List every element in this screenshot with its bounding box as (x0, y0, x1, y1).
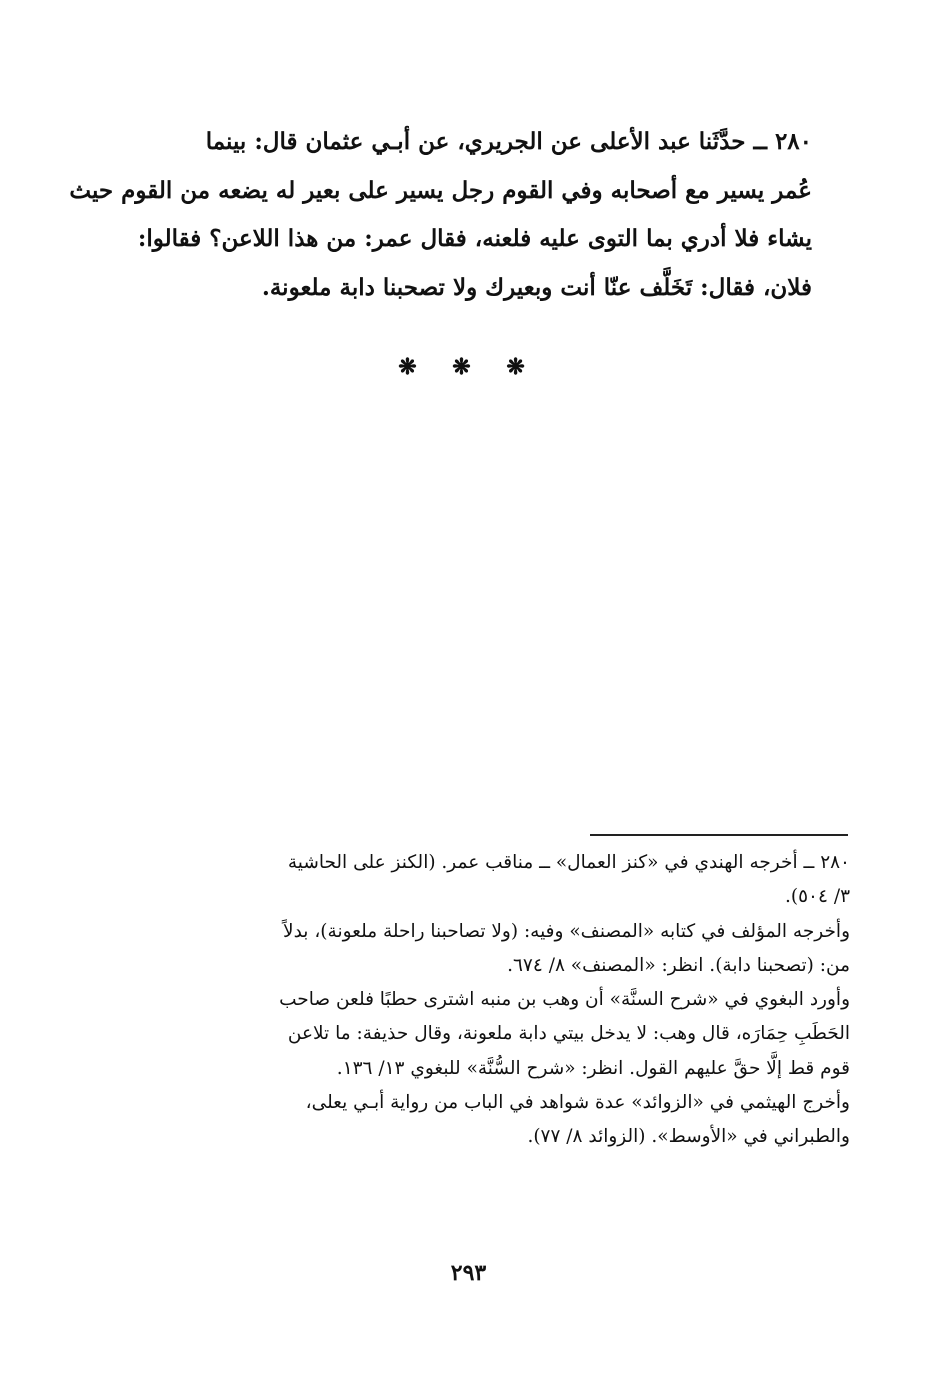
hadith-text (69, 118, 812, 313)
footnote-line: والطبراني في «الأوسط». (الزوائد ٨/ ٧٧). (527, 1126, 850, 1148)
hadith-line: يشاء فلا أدري بما التوى عليه فلعنه، فقال عمر: من هذا اللاعن؟ فقالوا: (137, 225, 812, 253)
footnote-line: وأخرج الهيثمي في «الزوائد» عدة شواهد في الباب من رواية أبـي يعلى، (305, 1092, 850, 1114)
footnotes (100, 846, 850, 1155)
page-number: ٢٩٣ (450, 1260, 487, 1286)
footnote-line: من: (تصحبنا دابة). انظر: «المصنف» ٨/ ٦٧٤. (507, 954, 850, 976)
hadith-line: ٢٨٠ ــ حدَّثَنا عبد الأعلى عن الجريري، عن أبـي عثمان قال: بينما (205, 128, 812, 155)
hadith-line: عُمر يسير مع أصحابه وفي القوم رجل يسير على بعير له يضعه من القوم حيث (69, 176, 812, 204)
section-separator: ❋ ❋ ❋ (398, 354, 539, 380)
footnote-line: قوم قط إلَّا حقَّ عليهم القول. انظر: «شرح السُّنَّة» للبغوي ١٣/ ١٣٦. (336, 1057, 850, 1079)
footnote-rule (590, 834, 848, 836)
footnote-line: وأخرجه المؤلف في كتابه «المصنف» وفيه: (ولا تصاحبنا راحلة ملعونة)، بدلاً (283, 920, 850, 942)
footnote-line: ٢٨٠ ــ أخرجه الهندي في «كنز العمال» ــ مناقب عمر. (الكنز على الحاشية (287, 852, 850, 873)
footnote-line: وأورد البغوي في «شرح السنَّة» أن وهب بن منبه اشترى حطبًا فلعن صاحب (279, 989, 850, 1011)
hadith-line: فلان، فقال: تَخَلَّف عنّا أنت وبعيرك ولا تصحبنا دابة ملعونة. (261, 274, 812, 302)
footnote-line: ٣/ ٥٠٤). (785, 886, 850, 908)
footnote-line: الحَطَبِ حِمَارَه، قال وهب: لا يدخل بيتي دابة ملعونة، وقال حذيفة: ما تلاعن (287, 1023, 850, 1045)
